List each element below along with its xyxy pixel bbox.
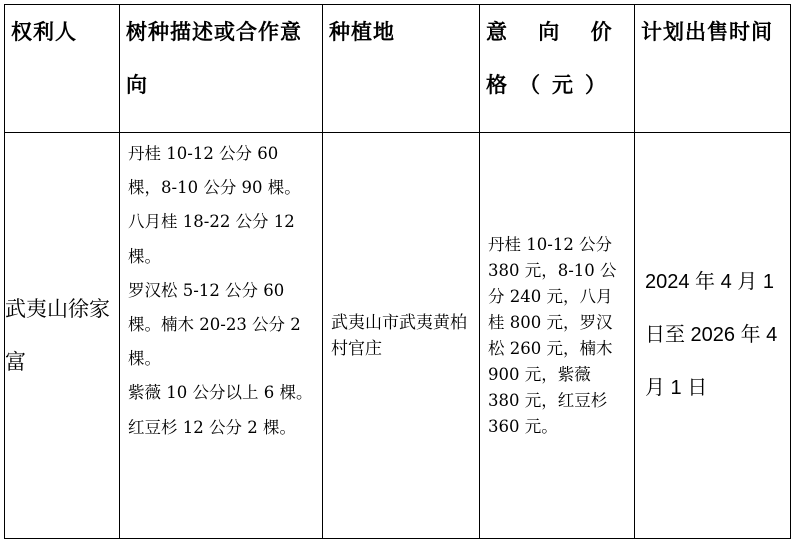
species-line: 紫薇 10 公分以上 6 棵。红豆杉 12 公分 2 棵。 <box>128 383 313 437</box>
species-line: 八月桂 18-22 公分 12 棵。 <box>128 212 295 266</box>
header-species: 树种描述或合作意向 <box>120 5 323 133</box>
header-owner: 权利人 <box>5 5 120 133</box>
header-sale-time: 计划出售时间 <box>635 5 791 133</box>
species-line: 罗汉松 5-12 公分 60 棵。楠木 20-23 公分 2 棵。 <box>128 280 301 369</box>
price-cell: 丹桂 10-12 公分 380 元，8-10 公分 240 元，八月桂 800 元，罗汉松 260 元，楠木 900 元，紫薇 380 元，红豆杉 360 元。 <box>480 133 635 539</box>
header-price: 意 向 价 格（元） <box>480 5 635 133</box>
header-location: 种植地 <box>323 5 480 133</box>
listing-table <box>4 4 791 539</box>
table-row <box>5 133 791 539</box>
header-row <box>5 5 791 133</box>
sale-time-cell: 2024 年 4 月 1 日至 2026 年 4 月 1 日 <box>635 133 791 539</box>
location-cell: 武夷山市武夷黄柏村官庄 <box>323 133 480 539</box>
species-line: 丹桂 10-12 公分 60 棵，8-10 公分 90 棵。 <box>128 144 301 198</box>
owner-cell: 武夷山徐家富 <box>5 133 120 539</box>
species-cell <box>120 133 323 539</box>
